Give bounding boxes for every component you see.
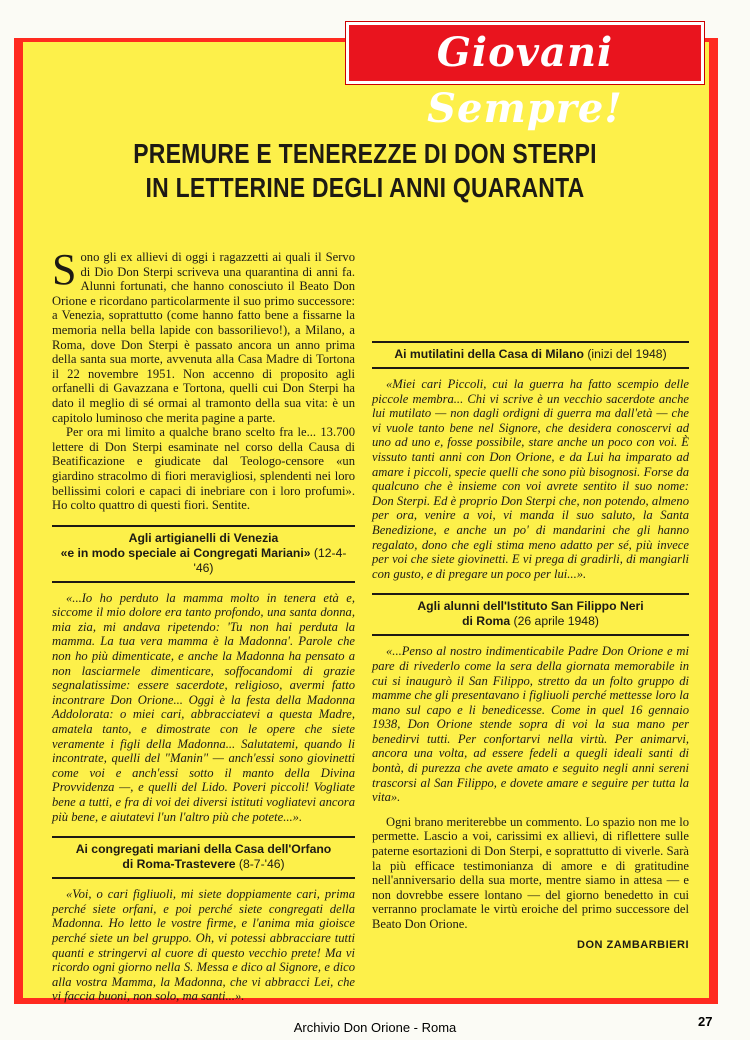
- right-column: [372, 245, 689, 952]
- closing-paragraph: Ogni brano meriterebbe un commento. Lo spazio non me lo permette. Lascio a voi, carissimi ex allievi, di riflettere sulle paterne esortazioni di Don Sterpi, e soprattutto di viverle. Sarà la più efficace testimonianza di amore e di gratitudine nell'anniversario della sua morte, mentre siamo in attesa — e non dovrebbe essere lontano — del giorno benedetto in cui verranno proclamate le virtù eroiche del primo successore del Beato Don Orione.: [372, 814, 689, 931]
- section-divider: [52, 581, 355, 583]
- letter-venezia-heading: Agli artigianelli di Venezia «e in modo speciale ai Congregati Mariani» (12-4-'46): [60, 530, 347, 575]
- intro-paragraph-1: Sono gli ex allievi di oggi i ragazzetti ai quali il Servo di Dio Don Sterpi scriveva una quarantina di anni fa. Alunni fortunati, che hanno conosciuto il Beato Don Orione e ricordano particolarmente il suo primo successore: a Venezia, soprattutto (come hanno fatto bene a fissarne la memoria nella bella lapide con bassorilievo!), a Milano, a Roma, dove Don Sterpi è passato ancora un anno prima della santa sua morte, avvenuta alla Casa Madre di Tortona il 22 novembre 1951. Non accenno di proposito agli orfanelli di Gavazzana e Tortona, quelli cui Don Sterpi ha dato il meglio di sé ormai al tramonto della sua vita: è un capitolo luminoso che merita pagine a parte.: [52, 245, 355, 425]
- intro-paragraph-2: Per ora mi limito a qualche brano scelto fra le... 13.700 lettere di Don Sterpi esaminate nel corso della Causa di Beatificazione e giudicate dal Teologo-censore «un giardino stracolmo di fiori meravigliosi, splendenti nei loro bellissimi colori e capaci di inebriare con i loro profumi». Ho colto quattro di questi fiori. Sentite.: [52, 425, 355, 513]
- section-divider: [372, 593, 689, 595]
- section-divider: [52, 836, 355, 838]
- letter-milano-text: «Miei cari Piccoli, cui la guerra ha fatto scempio delle piccole membra... Chi vi scrive è un vecchio sacerdote anche lui mutilato — non dagli ordigni di guerra ma dall'età — che vi vuole tanto bene nel Signore, che desidera conoscervi ad uno ad uno e, fosse possibile, stare anche un poco con voi. È vissuto tanti anni con Don Orione, e da Lui ha imparato ad amare i piccoli, specie quelli che sono più bisognosi. Forse da qualcuno che è insieme con voi avrete sentito il suo nome: Don Sterpi. Ed è proprio Don Sterpi che, non potendo, almeno per ora, venire a voi, vi manda il suo saluto, la Santa Benedizione, e anche un po' di mandarini che gli hanno regalato, dono che egli stima meno adatto per sé, più invece per voi che siete giovinetti. E vi prega di gradirli, di mangiarli con gusto, e di pregare un poco per lui...».: [372, 377, 689, 581]
- left-column: [52, 245, 355, 1004]
- magazine-banner: [346, 22, 704, 132]
- letter-milano-heading: Ai mutilatini della Casa di Milano (inizi del 1948): [394, 347, 667, 361]
- archive-footer: Archivio Don Orione - Roma: [293, 1020, 457, 1035]
- drop-cap: S: [52, 245, 77, 294]
- page-number: 27: [698, 1014, 713, 1029]
- letter-san-filippo-text: «...Penso al nostro indimenticabile Padre Don Orione e mi pare di rivederlo come la sera della giornata memorabile in cui si inaugurò il San Filippo, stretto da un folto gruppo di mamme che gli presentavano i figliuoli perché mettesse loro la mano sul capo e li benedicesse. Come in quel 16 gennaio 1938, Don Orione stende sopra di voi la sua mano per benedirvi tutti. Per confortarvi nella virtù. Per animarvi, ancora una volta, ad essere fedeli a quegli ideali santi di bontà, di purezza che avete amato e seguito negli anni sereni trascorsi al San Filippo, e dovete amare e seguire per tutta la vita».: [372, 644, 689, 805]
- section-divider: [372, 634, 689, 636]
- author-signature: DON ZAMBARBIERI: [577, 938, 689, 951]
- section-divider: [372, 367, 689, 369]
- section-divider: [52, 877, 355, 879]
- section-divider: [52, 525, 355, 527]
- article-title-line-2: IN LETTERINE DEGLI ANNI QUARANTA: [145, 172, 585, 203]
- banner-title: Giovani Sempre!: [427, 29, 623, 132]
- letter-trastevere-text: «Voi, o cari figliuoli, mi siete doppiamente cari, prima perché siete orfani, e poi perché siete congregati della Madonna. Ho letto le vostre firme, e l'anima mia gioisce perché siete un bel gruppo. Oh, vi potessi abbracciare tutti quanti e stringervi al cuore di questo vecchio prete! Ma vi ricordo ogni giorno nella S. Messa e dico al Signore, e dico alla vostra Mamma, la Madonna, che vi abbracci Lei, che vi faccia buoni, non solo, ma santi...».: [52, 887, 355, 1004]
- letter-venezia-text: «...Io ho perduto la mamma molto in tenera età e, siccome il mio dolore era tanto profondo, una santa donna, mia zia, mi andava ripetendo: 'Tu non hai perduta la mamma. La tua vera mamma è la Madonna'. Parole che non ho più dimenticate, e anche la Madonna ha pensato a non lasciarmele dimenticare, soffocandomi di grazie segnalatissime: essere sacerdote, religioso, avermi fatto incontrare Don Orione... Oggi è la festa della Madonna Addolorata: o miei cari, abbracciatevi a questa Madre, amatela tanto, e dimostrate con le opere che siete veramente i figli della Madonna... Salutatemi, quando li incontrate, quelli del "Manin" — anch'essi sono giovinetti come voi e anch'essi sotto il manto della Divina Provvidenza —, e quelli del Lido. Poveri piccoli! Vogliate bene a tutti, e fra di voi dei diversi istituti vogliatevi ancora più bene, e aiutatevi l'un l'altro più che potete...».: [52, 590, 355, 824]
- article-title-line-1: PREMURE E TENEREZZE DI DON STERPI: [133, 138, 597, 169]
- letter-san-filippo-heading: Agli alunni dell'Istituto San Filippo Neri di Roma (26 aprile 1948): [417, 599, 644, 629]
- letter-trastevere-heading: Ai congregati mariani della Casa dell'Orfano di Roma-Trastevere (8-7-'46): [75, 842, 332, 872]
- section-divider: [372, 341, 689, 343]
